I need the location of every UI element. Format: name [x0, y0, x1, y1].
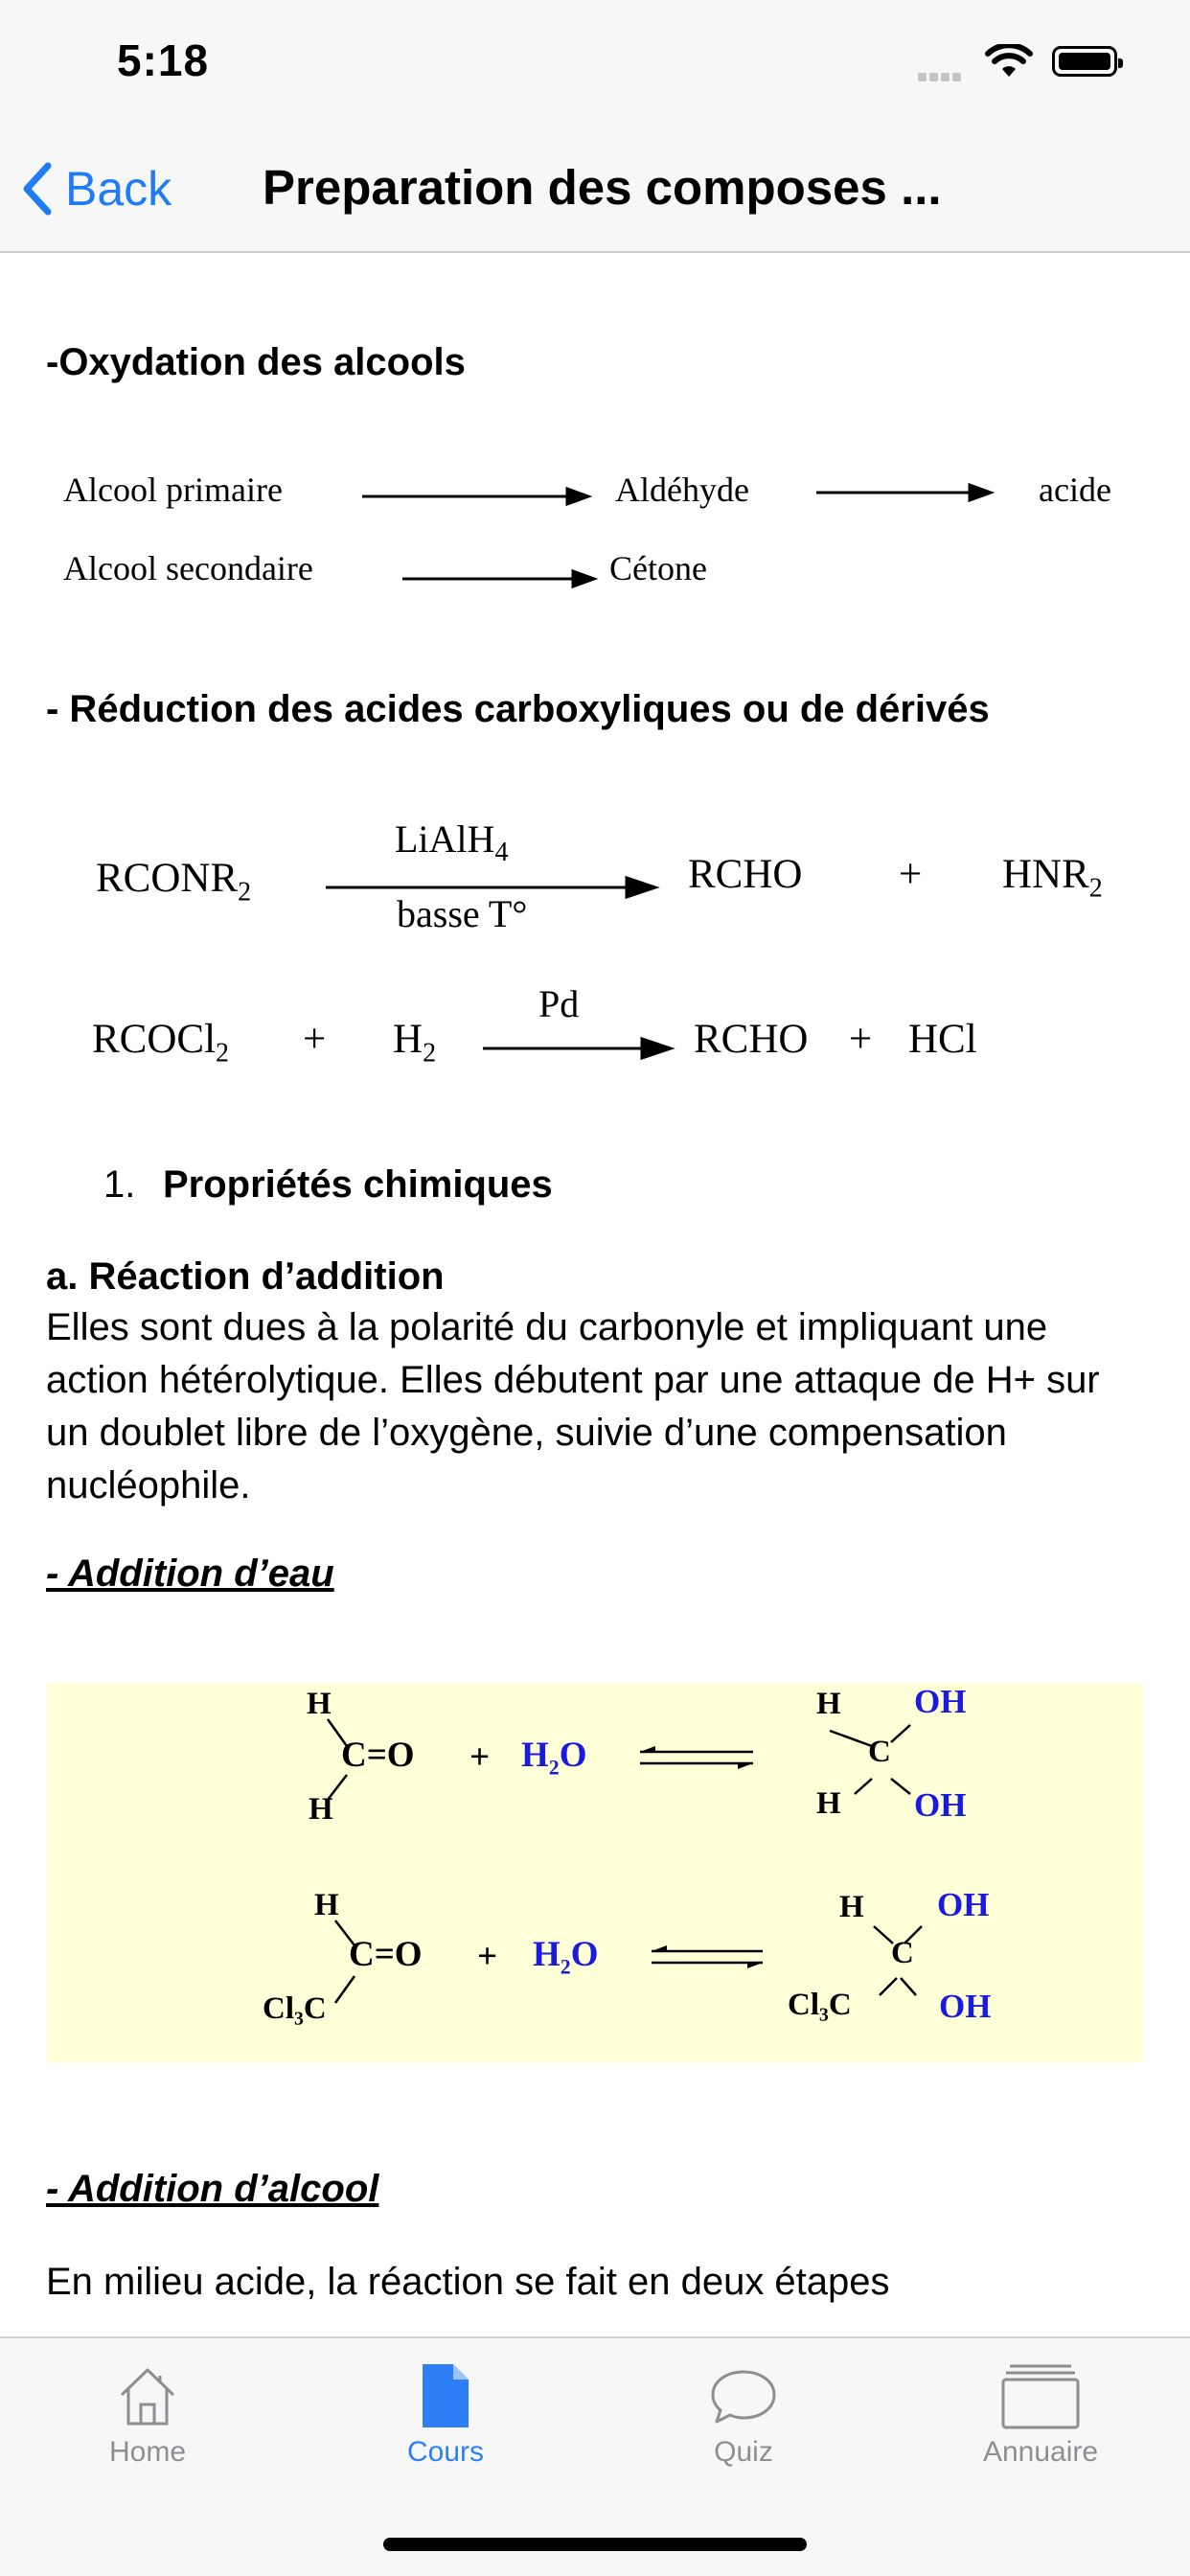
page-title: Preparation des composes ... [263, 160, 942, 215]
tab-quiz[interactable] [638, 2356, 849, 2469]
addition-alcool-title: - Addition d’alcool [46, 2168, 379, 2210]
eq2-plus2: + [849, 1017, 873, 1062]
navigation-bar [0, 126, 1190, 253]
eq2-product2: HCl [908, 1017, 977, 1062]
r1-product-oh-top: OH [914, 1683, 967, 1720]
list-number: 1. [103, 1163, 136, 1206]
status-bar [0, 0, 1190, 126]
r2-carbonyl: C=O [349, 1935, 423, 1974]
battery-icon [1052, 46, 1117, 77]
r1-product-h-bottom: H [816, 1786, 841, 1821]
eq2-reagent: Pd [538, 982, 580, 1025]
r1-product-c: C [868, 1735, 891, 1769]
eq2-product1: RCHO [694, 1017, 809, 1062]
eq1-product1: RCHO [688, 852, 803, 897]
section-oxydation-title: -Oxydation des alcools [46, 341, 466, 383]
eq2-reactant2: $H_2$ [393, 1017, 437, 1069]
r1-h-bottom: H [309, 1792, 333, 1827]
eq2-reactant1: RCOCl$_2$ [92, 1017, 230, 1069]
list-title: Propriétés chimiques [163, 1163, 553, 1206]
eq2-plus: + [303, 1017, 327, 1062]
tab-home[interactable] [42, 2356, 253, 2469]
reduction-arrows [0, 809, 1190, 1116]
eq1-reactant: $RCONR_2$ [96, 856, 252, 908]
oxydation-arrows [0, 253, 1190, 636]
r2-product-c: C [891, 1936, 914, 1970]
oxydation-ketone: Cétone [609, 549, 707, 587]
back-button[interactable] [21, 155, 172, 222]
oxydation-aldehyde: Aldéhyde [615, 471, 749, 509]
r2-product-group: Cl₃C [788, 1988, 852, 2022]
r1-water: $H_2O$ [521, 1736, 587, 1780]
eq1-reagent-top: LiAlH$_4$ [395, 817, 509, 867]
r2-product-oh-top: OH [937, 1886, 990, 1923]
eq1-reagent-bottom: basse T° [397, 892, 528, 935]
section-reduction-title: - Réduction des acides carboxyliques ou de dérivés [46, 688, 990, 730]
tab-quiz-label: Quiz [714, 2436, 773, 2468]
chevron-left-icon [21, 162, 52, 216]
addition-eau-title: - Addition d’eau [46, 1552, 334, 1595]
stack-icon [1000, 2362, 1081, 2429]
oxydation-acid: acide [1039, 471, 1111, 509]
r1-plus: + [469, 1737, 491, 1777]
addition-alcool-text: En milieu acide, la réaction se fait en deux étapes [46, 2261, 890, 2303]
r2-product-oh-bottom: OH [939, 1988, 992, 2025]
cellular-signal-icon [918, 69, 964, 86]
eq1-product2: $HNR_2$ [1002, 852, 1103, 904]
course-content[interactable] [0, 253, 1190, 2336]
oxydation-secondary-alcohol: Alcool secondaire [63, 549, 313, 587]
tab-home-label: Home [108, 2436, 187, 2468]
r1-product-oh-bottom: OH [914, 1786, 967, 1824]
addition-eau-bonds [0, 1683, 1190, 2062]
status-time: 5:18 [117, 35, 210, 85]
sub-a-text: Elles sont dues à la polarité du carbonyle et impliquant une action hétérolytique. Elles débutent par une attaque de H+ sur un doublet libre de l’oxygène, suivie d’une compensation nucléophile. [46, 1306, 1100, 1506]
back-label: Back [65, 162, 172, 216]
sub-a-title: a. Réaction d’addition [46, 1255, 445, 1298]
tab-cours[interactable] [340, 2356, 551, 2469]
tab-annuaire-label: Annuaire [982, 2436, 1099, 2468]
eq1-plus: + [899, 852, 923, 897]
tab-cours-label: Cours [406, 2436, 485, 2468]
r1-carbonyl: C=O [341, 1736, 415, 1775]
wifi-icon [985, 44, 1033, 79]
r2-water: $H_2O$ [533, 1935, 599, 1979]
r2-plus: + [477, 1937, 498, 1976]
tab-annuaire[interactable] [935, 2356, 1146, 2469]
r2-product-h-top: H [839, 1890, 864, 1924]
oxydation-primary-alcohol: Alcool primaire [63, 471, 283, 509]
home-icon [114, 2362, 181, 2429]
chat-bubble-icon [709, 2366, 778, 2426]
r2-h-top: H [314, 1888, 339, 1922]
r1-h-top: H [307, 1687, 332, 1721]
document-icon [421, 2362, 470, 2429]
r2-group: Cl₃C [263, 1991, 327, 2026]
r1-product-h-top: H [816, 1687, 841, 1721]
home-indicator[interactable] [383, 2538, 807, 2551]
